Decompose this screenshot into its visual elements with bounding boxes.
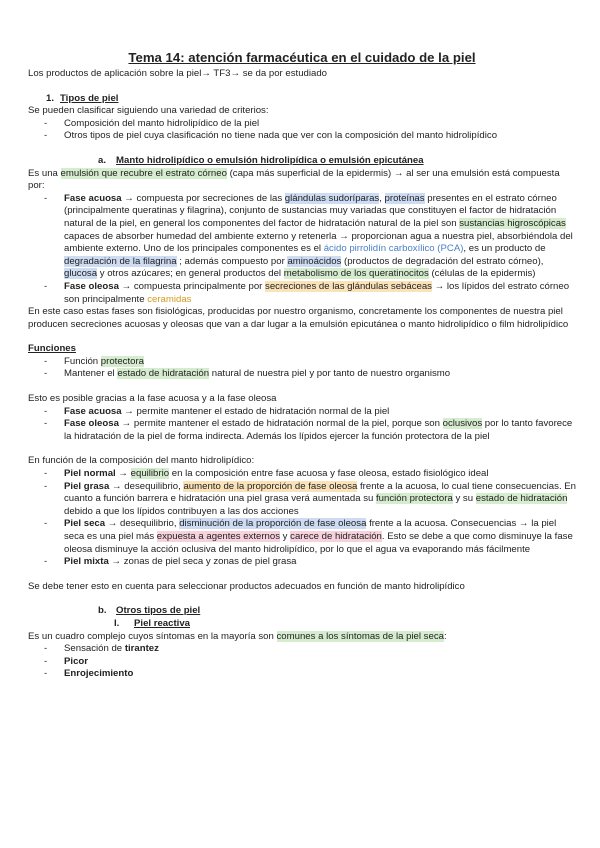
highlight: aminoácidos <box>287 255 342 267</box>
text: → los lípidos del estrato córneo son principalmente <box>64 280 570 305</box>
text: (capa más superficial de la epidermis) → al ser una emulsión está compuesta por: <box>28 167 560 192</box>
symptoms-list <box>28 643 576 681</box>
text: frente a la acuosa, lo cual tiene consecuencias. En cuanto a función barrera e hidratación una piel grasa verá aumentada su <box>64 480 577 505</box>
highlight: carece de hidratación <box>290 531 382 542</box>
phase-label: Fase acuosa <box>64 405 122 417</box>
highlight: estado de hidratación <box>117 368 210 380</box>
highlight: expuesta a agentes externos <box>156 531 281 542</box>
text: capaces de absorber humedad del ambiente externo y retenerla → proporcionan agua a nuestra piel, absorbiéndola del ambiente externo. Uno de los principales componentes es el <box>64 230 573 255</box>
phase-acuosa-item <box>28 193 576 281</box>
highlight: proteínas <box>384 192 425 204</box>
phase-label: Fase acuosa <box>64 192 122 204</box>
tipos-intro: En función de la composición del manto hidrolipídico: <box>28 455 255 467</box>
text: → permite mantener el estado de hidratación normal de la piel, porque son <box>118 418 443 430</box>
highlight: comunes a los síntomas de la piel seca <box>276 630 444 642</box>
highlight: disminución de la proporción de fase oleosa <box>179 518 367 530</box>
list-item <box>28 656 576 669</box>
text: y su <box>452 493 476 505</box>
text: (células de la epidermis) <box>428 268 536 280</box>
text: (productos de degradación del estrato córneo), <box>341 255 544 267</box>
text: → <box>115 468 131 480</box>
text: → permite mantener el estado de hidratación normal de la piel <box>121 405 390 417</box>
phase-oleosa-item <box>28 281 576 306</box>
text: : <box>443 630 447 642</box>
funciones-paragraph: Esto es posible gracias a la fase acuosa y a la fase oleosa <box>28 393 277 405</box>
text: debido a que los lípidos contribuyen a las dos acciones <box>64 505 299 517</box>
list-item <box>28 668 576 681</box>
skin-type-normal <box>28 468 576 481</box>
list-item: - Composición del manto hidrolipídico de la piel <box>28 118 576 131</box>
text: y <box>280 531 291 542</box>
text: presentes en el estrato córneo (principalmente queratinas y filagrina), conjunto de sustancias muy variadas que constituyen el factor de hidratación natural de la piel, en general los componentes del factor de hidratación natural de la piel son <box>64 192 557 229</box>
section-1-paragraph: Se pueden clasificar siguiendo una variedad de criterios: <box>28 105 269 117</box>
phase-label: Fase oleosa <box>64 280 119 292</box>
funciones-phases-list <box>28 406 576 444</box>
text: , es un producto de <box>463 243 546 255</box>
skin-type-label: Piel grasa <box>64 480 110 492</box>
list-item <box>28 368 576 381</box>
tipos-outro: Se debe tener esto en cuenta para seleccionar productos adecuados en función de manto hidrolipídico <box>28 580 465 592</box>
text: . Esto se debe a que como disminuye la fase oleosa disminuye la acción oclusiva del manto hidrolipídico, por lo que el agua va evaporando más fácilmente <box>64 531 573 555</box>
text: frente a la acuosa. Consecuencias → la piel seca es una piel más <box>64 518 557 542</box>
section-b1-title: Piel reactiva <box>134 617 191 629</box>
funciones-list <box>28 356 576 381</box>
text: → compuesta principalmente por <box>118 280 266 292</box>
funciones-heading: Funciones <box>28 343 76 355</box>
skin-type-grasa <box>28 481 576 519</box>
text: Función <box>64 355 101 367</box>
colored-text: ácido pirrolidín carboxílico (PCA) <box>323 243 464 255</box>
phases-list <box>28 193 576 306</box>
skin-type-label: Piel normal <box>64 468 116 480</box>
highlight: oclusivos <box>442 418 483 430</box>
section-a-paragraph <box>28 168 576 193</box>
skin-types-list <box>28 468 576 569</box>
section-a-heading <box>98 155 576 168</box>
highlight: glucosa <box>64 268 98 280</box>
section-b1-heading <box>114 618 576 631</box>
section-1-list <box>28 118 576 143</box>
colored-text: ceramidas <box>147 293 192 305</box>
highlight: equilibrio <box>130 468 170 480</box>
page <box>28 50 576 681</box>
list-item <box>28 643 576 656</box>
text: Es una <box>28 167 61 179</box>
section-b1-number: I. <box>114 617 120 629</box>
page-title: Tema 14: atención farmacéutica en el cuidado de la piel <box>128 50 476 65</box>
text: → compuesta por secreciones de las <box>121 192 285 204</box>
list-item: - Otros tipos de piel cuya clasificación no tiene nada que ver con la composición del manto hidrolipídico <box>28 130 576 143</box>
list-item <box>28 356 576 369</box>
section-a-paragraph-2: En este caso estas fases son fisiológicas, producidas por nuestro organismo, concretamente los componentes de nuestra piel producen secreciones acuosas y oleosas que van a dar lugar a la emulsión epicutánea o manto hidrolipídico o film hidrolipídico <box>28 306 569 330</box>
section-1-number: 1. <box>46 92 55 104</box>
section-1-title: Tipos de piel <box>60 92 119 104</box>
section-b-number: b. <box>98 605 107 617</box>
text: Mantener el <box>64 368 118 380</box>
section-b-title: Otros tipos de piel <box>116 605 201 617</box>
highlight: emulsión que recubre el estrato córneo <box>60 167 227 179</box>
highlight: metabolismo de los queratinocitos <box>283 268 429 280</box>
highlight: sustancias higroscópicas <box>459 217 566 229</box>
highlight: glándulas sudoríparas <box>284 192 380 204</box>
highlight: estado de hidratación <box>475 493 568 505</box>
text: por lo tanto favorece la hidratación de la piel de forma indirecta. Además los lípidos ejercer la función protectora de la piel <box>64 418 573 442</box>
section-b-paragraph <box>28 631 576 644</box>
skin-type-mixta <box>28 556 576 569</box>
text: , <box>379 192 385 204</box>
section-b-heading <box>98 605 576 618</box>
phase-label: Fase oleosa <box>64 418 119 430</box>
highlight: degradación de la filagrina <box>64 255 177 267</box>
skin-type-label: Piel seca <box>64 518 106 530</box>
skin-type-label: Piel mixta <box>64 556 109 568</box>
highlight: función protectora <box>376 493 453 505</box>
highlight: secreciones de las glándulas sebáceas <box>265 280 432 292</box>
text: en la composición entre fase acuosa y fase oleosa, estado fisiológico ideal <box>169 468 489 480</box>
text: Es un cuadro complejo cuyos síntomas en la mayoría son <box>28 630 277 642</box>
highlight: aumento de la proporción de fase oleosa <box>183 480 358 492</box>
intro-text: Los productos de aplicación sobre la piel→ TF3→ se da por estudiado <box>28 68 328 79</box>
bold-text: Picor <box>64 655 88 667</box>
bold-text: Enrojecimiento <box>64 668 134 680</box>
section-1-heading <box>46 93 576 106</box>
text: → desequilibrio, <box>105 518 180 530</box>
text: natural de nuestra piel y por tanto de nuestro organismo <box>209 368 451 380</box>
text: → zonas de piel seca y zonas de piel grasa <box>108 556 297 568</box>
text: ; además compuesto por <box>176 255 288 267</box>
list-item <box>28 406 576 419</box>
highlight: protectora <box>100 355 144 367</box>
bold-text: tirantez <box>124 643 159 655</box>
list-item <box>28 418 576 443</box>
section-a-title: Manto hidrolipídico o emulsión hidrolipídica o emulsión epicutánea <box>116 154 424 166</box>
text: → desequilibrio, <box>109 480 184 492</box>
text: y otros azúcares; en general productos del <box>97 268 284 280</box>
text: Sensación de <box>64 643 125 655</box>
section-a-number: a. <box>98 154 107 166</box>
skin-type-seca <box>28 518 576 556</box>
